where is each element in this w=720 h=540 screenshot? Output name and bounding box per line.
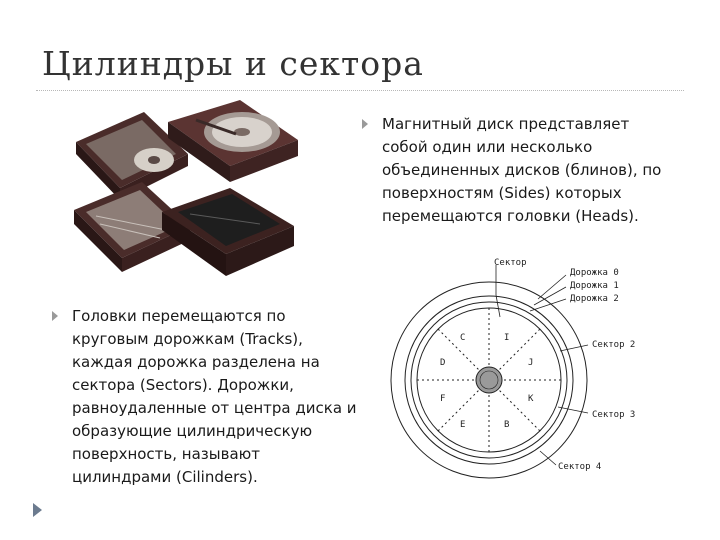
sector-letter: E (460, 420, 466, 430)
label-sector-2: Сектор 2 (592, 340, 636, 350)
sector-letter: J (528, 358, 534, 368)
slide-title: Цилиндры и сектора (42, 44, 424, 83)
bullet-item-disk (362, 113, 662, 228)
triangle-right-icon (362, 119, 368, 129)
label-track-2: Дорожка 2 (570, 294, 619, 304)
next-slide-icon[interactable] (33, 503, 42, 517)
sector-letter: D (440, 358, 446, 368)
label-sector-3: Сектор 3 (592, 410, 636, 420)
label-track-0: Дорожка 0 (570, 268, 619, 278)
hard-drive-image-4 (162, 188, 294, 276)
bullet-item-tracks (52, 305, 362, 489)
disk-geometry-diagram (388, 255, 678, 485)
label-track-1: Дорожка 1 (570, 281, 619, 291)
bullet-text: Магнитный диск представляет собой один или несколько объединенных дисков (блинов), по поверхностям (Sides) которых перемещаются головки (Heads). (382, 115, 662, 225)
sector-letter: K (528, 394, 534, 404)
title-divider (36, 90, 684, 91)
hard-drive-image-2 (168, 100, 298, 182)
sector-letter: B (504, 420, 510, 430)
sector-letter: F (440, 394, 446, 404)
label-sector: Сектор (494, 258, 527, 268)
bullet-text: Головки перемещаются по круговым дорожкам (Tracks), каждая дорожка разделена на сектора (Sectors). Дорожки, равноудаленные от центра диска и образующие цилиндрическую поверхность, называют цилиндрами (Cilinders). (72, 307, 357, 486)
label-sector-4: Сектор 4 (558, 462, 602, 472)
sector-letter: C (460, 333, 466, 343)
hard-drives-photo (70, 100, 310, 290)
triangle-right-icon (52, 311, 58, 321)
sector-letter: I (504, 333, 510, 343)
